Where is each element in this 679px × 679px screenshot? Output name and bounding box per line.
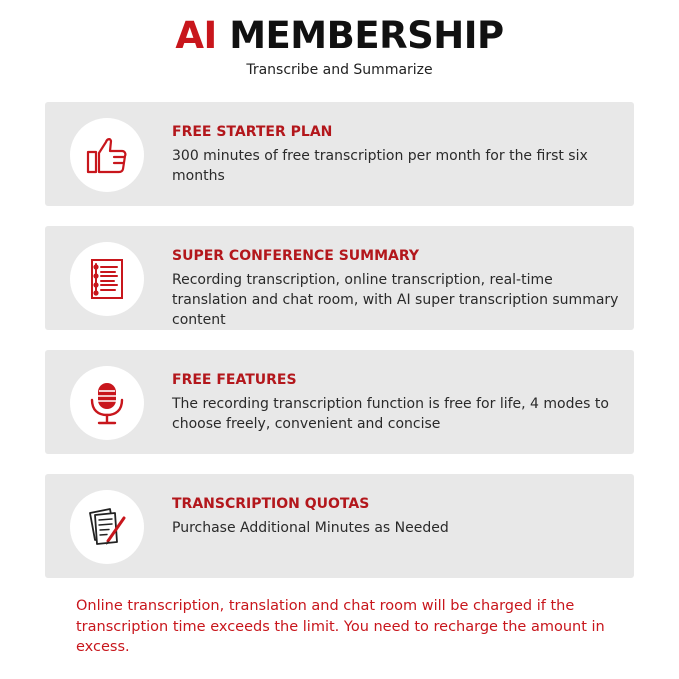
card-description: Recording transcription, online transcription, real-time translation and chat room, with AI super transcription summary content: [172, 272, 619, 328]
card-title: FREE STARTER PLAN: [172, 124, 333, 140]
footer-note: Online transcription, translation and chat room will be charged if the transcription time exceeds the limit. You need to recharge the amount in excess.: [76, 598, 605, 655]
card-description: Purchase Additional Minutes as Needed: [172, 520, 449, 536]
feature-card-starter-plan: [45, 102, 634, 206]
card-title: FREE FEATURES: [172, 372, 297, 388]
card-description: 300 minutes of free transcription per month for the first six months: [172, 148, 588, 184]
thumbs-up-icon: [70, 118, 144, 192]
page-subtitle: Transcribe and Summarize: [246, 62, 433, 78]
card-description: The recording transcription function is free for life, 4 modes to choose freely, convenient and concise: [172, 396, 609, 432]
feature-card-free-features: [45, 350, 634, 454]
card-title: SUPER CONFERENCE SUMMARY: [172, 248, 420, 264]
card-title: TRANSCRIPTION QUOTAS: [172, 496, 370, 512]
title-rest: MEMBERSHIP: [229, 14, 504, 57]
title-accent: AI: [175, 14, 217, 57]
page-title: [0, 14, 679, 58]
document-list-icon: [70, 242, 144, 316]
feature-card-transcription-quotas: [45, 474, 634, 578]
papers-pen-icon: [70, 490, 144, 564]
feature-card-conference-summary: [45, 226, 634, 330]
microphone-icon: [70, 366, 144, 440]
